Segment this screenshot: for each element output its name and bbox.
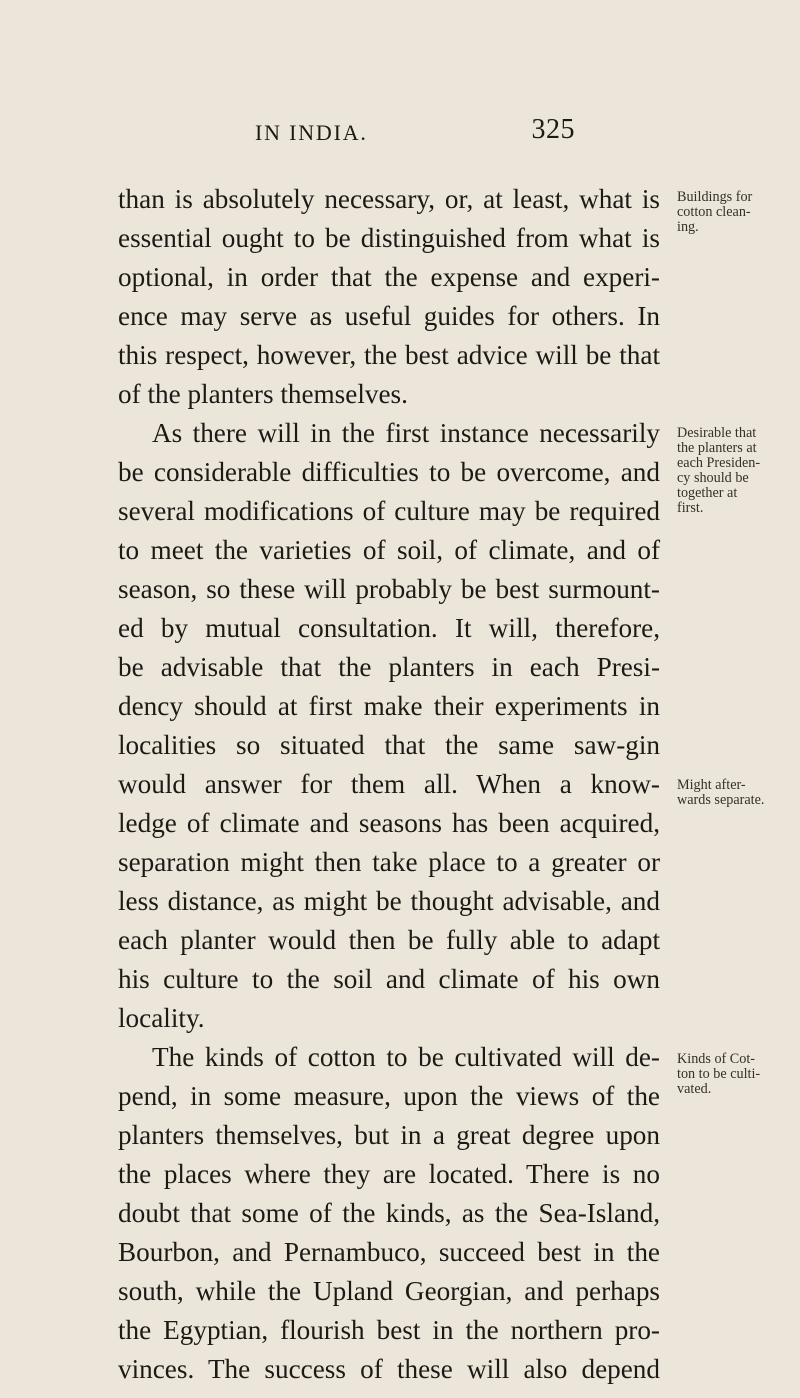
text-line: The kinds of cotton to be cultivated will de- <box>152 1042 660 1072</box>
text-line: ed by mutual consultation. It will, therefore, <box>118 613 660 643</box>
margin-note-buildings <box>677 190 789 235</box>
text-line: optional, in order that the expense and experi- <box>118 262 660 292</box>
text-line: his culture to the soil and climate of his own <box>118 964 660 994</box>
text-line: several modifications of culture may be required <box>118 496 660 526</box>
margin-note-line: cy should be <box>677 470 749 486</box>
text-line: locality. <box>118 1003 205 1033</box>
margin-note-line: Kinds of Cot- <box>677 1051 756 1067</box>
margin-note-line: each Presiden- <box>677 455 761 471</box>
margin-note-desirable <box>677 426 789 516</box>
text-line: doubt that some of the kinds, as the Sea-Island, <box>118 1198 660 1228</box>
running-head <box>255 114 575 150</box>
text-line: than is absolutely necessary, or, at least, what is <box>118 184 660 214</box>
text-line: ence may serve as useful guides for others. In <box>118 301 660 331</box>
text-line: essential ought to be distinguished from what is <box>118 223 660 253</box>
margin-note-separation <box>677 778 789 808</box>
text-line: localities so situated that the same saw-gin <box>118 730 660 760</box>
margin-note-line: the planters at <box>677 440 757 456</box>
text-line: dency should at first make their experiments in <box>118 691 660 721</box>
text-line: less distance, as might be thought advisable, and <box>118 886 660 916</box>
page-number: 325 <box>531 114 575 145</box>
text-line: ledge of climate and seasons has been acquired, <box>118 808 660 838</box>
margin-note-line: Buildings for <box>677 189 753 205</box>
text-line: pend, in some measure, upon the views of the <box>118 1081 660 1111</box>
margin-note-line: ing. <box>677 219 699 235</box>
text-line: to meet the varieties of soil, of climate, and of <box>118 535 660 565</box>
text-line: As there will in the first instance necessarily <box>152 418 660 448</box>
text-line: the places where they are located. There is no <box>118 1159 660 1189</box>
margin-note-line: cotton clean- <box>677 204 751 220</box>
text-line: each planter would then be fully able to adapt <box>118 925 660 955</box>
text-line: this respect, however, the best advice will be that <box>118 340 660 370</box>
margin-note-line: ton to be culti- <box>677 1066 761 1082</box>
text-line: the Egyptian, flourish best in the northern pro- <box>118 1315 660 1345</box>
text-line: Bourbon, and Pernambuco, succeed best in the <box>118 1237 660 1267</box>
text-line: be advisable that the planters in each Presi- <box>118 652 660 682</box>
text-line: season, so these will probably be best surmount- <box>118 574 660 604</box>
text-line: of the planters themselves. <box>118 379 408 409</box>
text-line: be considerable difficulties to be overcome, and <box>118 457 660 487</box>
text-line: south, while the Upland Georgian, and perhaps <box>118 1276 660 1306</box>
margin-note-line: Might after- <box>677 777 746 793</box>
running-title: IN INDIA. <box>255 120 368 145</box>
text-line: vinces. The success of these will also depend <box>118 1354 660 1384</box>
margin-note-line: first. <box>677 500 704 516</box>
margin-note-kinds <box>677 1052 789 1097</box>
margin-note-line: Desirable that <box>677 425 757 441</box>
margin-note-line: together at <box>677 485 738 501</box>
text-line: planters themselves, but in a great degree upon <box>118 1120 660 1150</box>
text-line: would answer for them all. When a know- <box>118 769 660 799</box>
margin-note-line: wards separate. <box>677 792 765 808</box>
text-line: separation might then take place to a greater or <box>118 847 660 877</box>
margin-note-line: vated. <box>677 1081 712 1097</box>
